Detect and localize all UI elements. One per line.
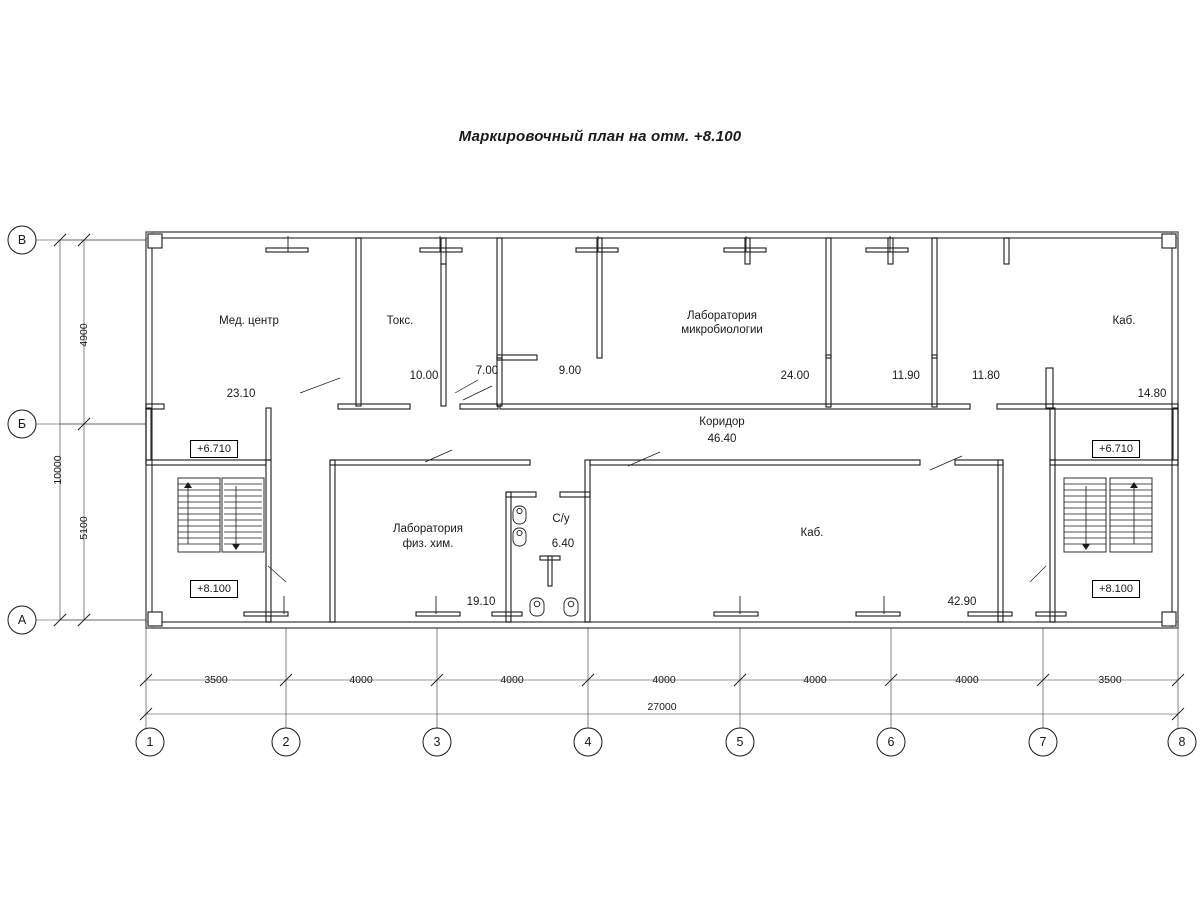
total-length-dim: 27000	[647, 701, 677, 713]
room-area-kab-big: 42.90	[947, 595, 977, 608]
grid-row-v: В	[17, 233, 27, 247]
room-label-korridor: Коридор	[699, 415, 745, 428]
room-label-toks: Токс.	[386, 314, 414, 327]
bay-dim-3: 4000	[500, 674, 524, 686]
page-title: Маркировочный план на отм. +8.100	[458, 128, 742, 145]
room-label-medcenter: Мед. центр	[219, 314, 279, 327]
bay-dim-7: 3500	[1098, 674, 1122, 686]
room-label-kab-right: Каб.	[1112, 314, 1136, 327]
depth-dim-lower: 5100	[78, 516, 90, 540]
room-label-physchem-line1: Лаборатория	[392, 522, 464, 535]
room-area-toks: 10.00	[409, 369, 439, 382]
bay-dim-2: 4000	[349, 674, 373, 686]
grid-col-7: 7	[1039, 735, 1047, 749]
grid-col-6: 6	[887, 735, 895, 749]
room-area-7: 7.00	[475, 364, 499, 377]
grid-col-8: 8	[1178, 735, 1186, 749]
room-area-wc: 6.40	[551, 537, 575, 550]
room-area-korridor: 46.40	[707, 432, 737, 445]
room-label-physchem-line2: физ. хим.	[402, 537, 454, 550]
bay-dim-4: 4000	[652, 674, 676, 686]
grid-row-b: Б	[17, 417, 27, 431]
room-area-9: 9.00	[558, 364, 582, 377]
room-area-24: 24.00	[780, 369, 810, 382]
elevation-tag-right-lower: +8.100	[1092, 580, 1140, 598]
elevation-tag-right-upper: +6.710	[1092, 440, 1140, 458]
grid-col-1: 1	[146, 735, 154, 749]
grid-col-5: 5	[736, 735, 744, 749]
grid-row-a: А	[17, 613, 27, 627]
room-label-microbio-line1: Лаборатория	[686, 309, 758, 322]
grid-col-3: 3	[433, 735, 441, 749]
bay-dim-5: 4000	[803, 674, 827, 686]
room-area-physchem: 19.10	[466, 595, 496, 608]
bay-dim-6: 4000	[955, 674, 979, 686]
grid-col-4: 4	[584, 735, 592, 749]
room-label-wc: С/у	[552, 512, 570, 525]
room-area-medcenter: 23.10	[226, 387, 256, 400]
elevation-tag-left-lower: +8.100	[190, 580, 238, 598]
depth-dim-upper: 4900	[78, 323, 90, 347]
total-depth-dim: 10000	[52, 455, 64, 485]
room-label-microbio-line2: микробиологии	[681, 323, 763, 336]
room-label-kab-big: Каб.	[800, 526, 824, 539]
elevation-tag-left-upper: +6.710	[190, 440, 238, 458]
room-area-1480: 14.80	[1137, 387, 1167, 400]
bay-dim-1: 3500	[204, 674, 228, 686]
room-area-1180: 11.80	[972, 369, 1000, 382]
grid-col-2: 2	[282, 735, 290, 749]
room-area-1190: 11.90	[892, 369, 920, 382]
